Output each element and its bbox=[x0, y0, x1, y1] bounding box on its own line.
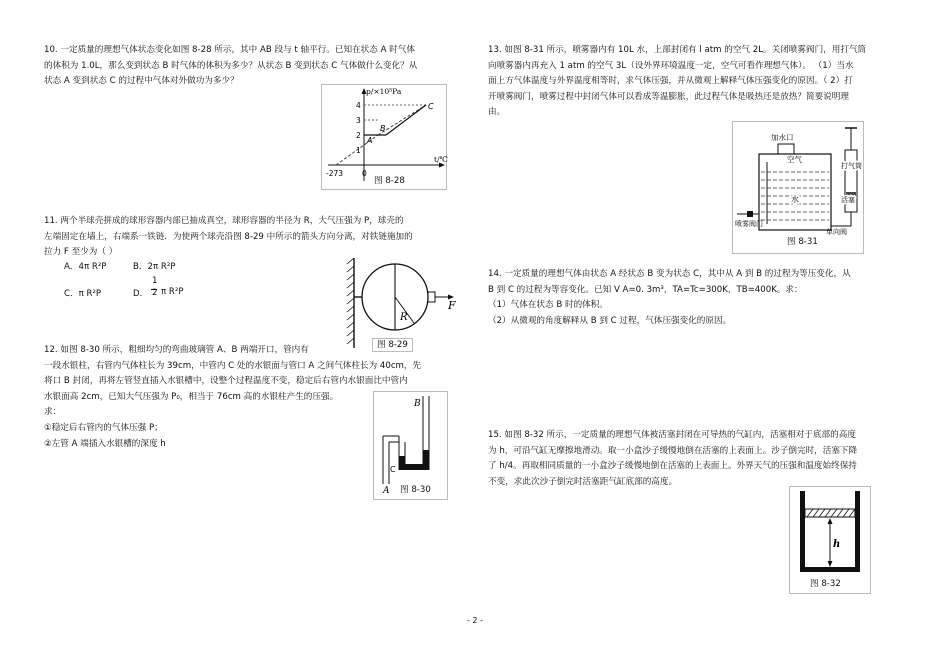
q14-line: 14. 一定质量的理想气体由状态 A 经状态 B 变为状态 C，其中从 A 到 B 的过程为等压变化，从 bbox=[488, 269, 851, 279]
q11-line: 11. 两个半球壳拼成的球形容器内部已抽成真空，球形容器的半径为 R，大气压强为 P，球壳的 bbox=[44, 216, 404, 226]
option-c: C．π R²P bbox=[64, 289, 102, 299]
p-t-graph bbox=[322, 85, 446, 189]
q14-line: （2）从微观的角度解释从 B 到 C 过程，气体压强变化的原因。 bbox=[488, 315, 732, 326]
y-axis-label: p/×10⁵Pa bbox=[366, 87, 402, 96]
q10-line: 的体积为 1.0L，那么变到状态 B 时气体的体积为多少？从状态 B 变到状态 C 气体做什么变化？从 bbox=[44, 60, 418, 71]
q12-line: 12. 如图 8-30 所示，粗细均匀的弯曲玻璃管 A、B 两端开口，管内有 bbox=[44, 345, 309, 355]
cylinder-right-wall bbox=[855, 491, 860, 571]
y-tick-4: 4 bbox=[356, 101, 361, 110]
question-14 bbox=[488, 267, 851, 329]
fill-inlet-label: 加水口 bbox=[771, 133, 794, 142]
x-tick-0: 0 bbox=[362, 169, 367, 178]
point-b-label: B bbox=[380, 124, 386, 133]
option-a: A．4π R²P bbox=[64, 262, 107, 272]
q11-line: 左端固定在墙上，右端系一铁链．为使两个球壳沿图 8-29 中所示的箭头方向分离，对铁链施加的 bbox=[44, 231, 413, 242]
q15-line: 了 h/4。再取相同质量的一小盒沙子缓慢地倒在活塞的上表面上。外界天气的压强和温度始终保持 bbox=[488, 461, 857, 472]
q12-line: 将口 B 封闭，再将左管竖直插入水银槽中，设整个过程温度不变，稳定后右管内水银面比中管内 bbox=[44, 376, 408, 387]
q12-line: ②左管 A 端插入水银槽的深度 h bbox=[44, 438, 166, 449]
figure-8-31 bbox=[732, 121, 864, 254]
force-label: F bbox=[448, 299, 456, 312]
q13-line: 向喷雾器内再充入 1 atm 的空气 3L（设外界环境温度一定，空气可看作理想气体）。 （1）当水 bbox=[488, 60, 854, 71]
height-arrowhead-top bbox=[828, 518, 833, 524]
x-axis-label: t/℃ bbox=[434, 155, 448, 164]
x-tick-neg273: -273 bbox=[326, 169, 344, 178]
cylinder-left-wall bbox=[800, 491, 805, 571]
fraction-numerator: 1 bbox=[152, 276, 158, 286]
q13-line: 由。 bbox=[488, 107, 506, 118]
q13-line: 开喷雾阀门，喷雾过程中封闭气体可以看成等温膨胀，此过程气体是吸热还是放热？简要说明理 bbox=[488, 91, 849, 102]
q14-line: B 到 C 的过程为等容变化。已知 V A=0. 3m³，TA=Tc=300K，TB=400K。求： bbox=[488, 284, 803, 295]
hemisphere-diagram bbox=[342, 256, 460, 350]
option-b: B．2π R²P bbox=[133, 262, 176, 272]
tank bbox=[759, 154, 831, 230]
y-tick-1: 1 bbox=[356, 146, 361, 155]
spray-valve bbox=[747, 211, 753, 217]
fraction-denominator: 2 bbox=[152, 288, 158, 298]
page-number: - 2 - bbox=[467, 616, 483, 625]
q12-line: 一段水银柱，右管内气体柱长为 39cm，中管内 C 处的水银面与管口 A 之间气体柱长为 40cm，先 bbox=[44, 360, 422, 371]
label-b: B bbox=[414, 399, 421, 409]
mercury-middle bbox=[399, 456, 405, 470]
figure-8-29 bbox=[342, 256, 460, 350]
check-valve-label: 单向阀 bbox=[826, 228, 847, 236]
label-a: A bbox=[383, 486, 390, 496]
figure-8-28 bbox=[321, 84, 447, 190]
q12-line: ①稳定后右管内的气体压强 P； bbox=[44, 422, 163, 433]
sprayer-diagram bbox=[733, 122, 863, 253]
figure-caption: 图 8-31 bbox=[787, 237, 818, 247]
fill-inlet-cap bbox=[778, 144, 794, 154]
right-hook bbox=[428, 292, 435, 302]
option-d-prefix: D． bbox=[133, 289, 149, 299]
q12-line: 求： bbox=[44, 407, 62, 418]
q14-line: （1）气体在状态 B 时的体积。 bbox=[488, 300, 608, 311]
q15-line: 为 h，可沿气缸无摩擦地滑动。取一小盒沙子缓慢地倒在活塞的上表面上。沙子倒完时，活塞下降 bbox=[488, 445, 858, 456]
cylinder-bottom bbox=[800, 567, 860, 572]
height-arrowhead-bottom bbox=[828, 561, 833, 567]
point-c-label: C bbox=[428, 102, 434, 111]
option-d-suffix: π R²P bbox=[161, 287, 184, 297]
question-10 bbox=[44, 43, 417, 90]
figure-caption: 图 8-28 bbox=[374, 176, 405, 186]
pump-label: 打气筒 bbox=[841, 162, 862, 170]
figure-caption: 图 8-32 bbox=[810, 579, 841, 589]
figure-8-32 bbox=[789, 486, 871, 594]
question-15 bbox=[488, 428, 857, 490]
question-13 bbox=[488, 43, 866, 121]
wall-hatching bbox=[347, 258, 354, 344]
spray-valve-label: 喷雾阀门 bbox=[735, 220, 763, 228]
q15-line: 不变，求此次沙子倒完时活塞距气缸底部的高度。 bbox=[488, 476, 678, 487]
q10-line: 状态 A 变到状态 C 的过程中气体对外做功为多少？ bbox=[44, 76, 239, 87]
height-label: h bbox=[833, 539, 841, 550]
q12-line: 水银面高 2cm，已知大气压强为 P₀，相当于 76cm 高的水银柱产生的压强。 bbox=[44, 391, 339, 402]
point-a-label: A bbox=[367, 136, 373, 145]
air-label: 空气 bbox=[787, 155, 802, 164]
figure-caption: 图 8-29 bbox=[372, 338, 413, 352]
radius-label: R bbox=[400, 312, 408, 323]
water-label: 水 bbox=[791, 195, 799, 204]
q13-line: 面上方气体温度与外界温度相等时，求气体压强，并从微观上解释气体压强变化的原因。（ 2）打 bbox=[488, 76, 853, 87]
q13-line: 13. 如图 8-31 所示，喷雾器内有 10L 水，上部封闭有 l atm 的空气 2L。关闭喷雾阀门，用打气筒 bbox=[488, 45, 867, 55]
q10-line: 10. 一定质量的理想气体状态变化如图 8-28 所示，其中 AB 段与 t 轴平行。已知在状态 A 时气体 bbox=[44, 45, 415, 55]
figure-8-30 bbox=[373, 391, 448, 500]
u-tube-diagram bbox=[374, 392, 447, 499]
figure-caption: 图 8-30 bbox=[400, 485, 431, 495]
segment-bc bbox=[386, 105, 426, 135]
question-11 bbox=[44, 214, 413, 261]
y-tick-3: 3 bbox=[356, 116, 361, 125]
piston-label: 活塞 bbox=[841, 196, 855, 204]
q11-line: 拉力 F 至少为（ ） bbox=[44, 247, 118, 258]
label-c: C bbox=[390, 465, 396, 474]
y-tick-2: 2 bbox=[356, 131, 361, 140]
q15-line: 15. 如图 8-32 所示，一定质量的理想气体被活塞封闭在可导热的气缸内，活塞相对于底部的高度 bbox=[488, 430, 856, 440]
question-12 bbox=[44, 343, 421, 452]
